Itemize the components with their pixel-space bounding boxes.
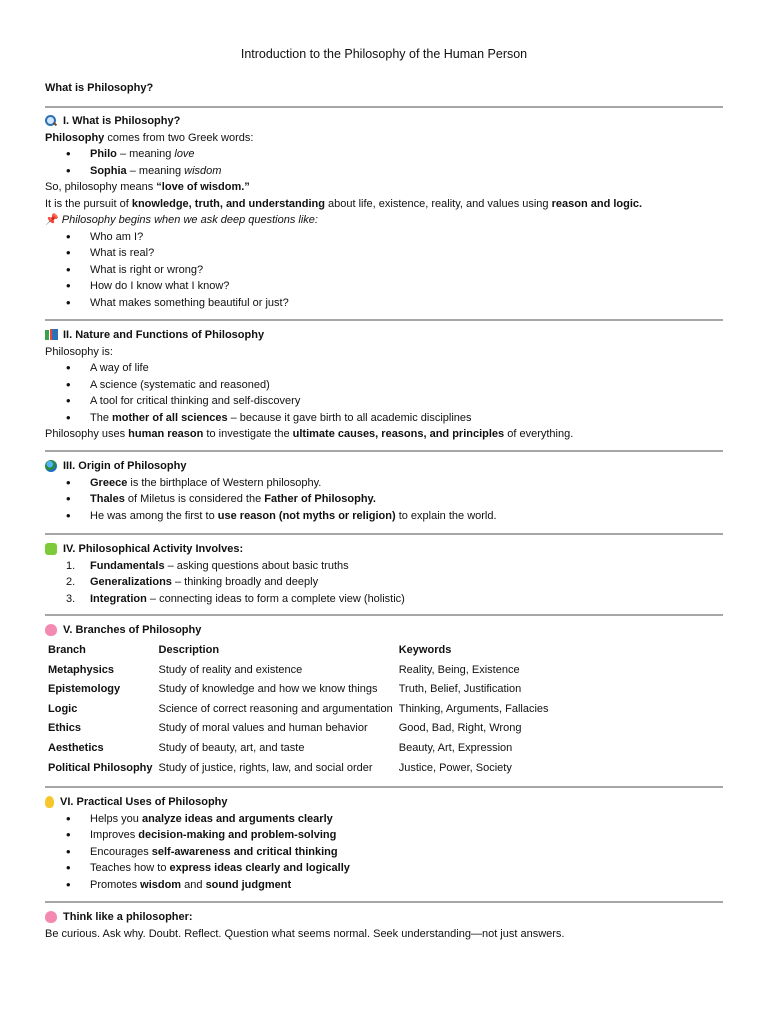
section-heading: [45, 541, 723, 558]
lightbulb-icon: [45, 796, 54, 808]
table-cell: Ethics: [48, 722, 82, 735]
section-nature-functions: [45, 319, 723, 443]
list-item: • A way of life: [45, 360, 723, 377]
table-cell: Political Philosophy: [48, 761, 153, 774]
section-philosophical-activity: [45, 533, 723, 607]
section-heading: [45, 327, 723, 344]
table-cell: Good, Bad, Right, Wrong: [398, 722, 522, 735]
section-think-like-philosopher: [45, 901, 723, 942]
table-row: [45, 699, 552, 719]
table-cell: Epistemology: [48, 683, 121, 696]
nature-list: [45, 360, 723, 426]
section-practical-uses: [45, 786, 723, 893]
table-cell: Aesthetics: [48, 742, 104, 755]
divider: [45, 533, 723, 535]
column-header: Keywords: [398, 644, 452, 657]
paragraph: Philosophy uses human reason to investigate the ultimate causes, reasons, and principles of everything.: [45, 428, 574, 440]
list-item: • Philo – meaning love: [45, 146, 723, 163]
table-cell: Truth, Belief, Justification: [398, 683, 522, 696]
list-item: • Improves decision-making and problem-solving: [45, 827, 723, 844]
table-cell: Study of moral values and human behavior: [158, 722, 368, 735]
table-row: [45, 738, 552, 758]
list-item: 3. Integration – connecting ideas to form a complete view (holistic): [66, 592, 405, 605]
table-row: [45, 680, 552, 700]
column-header: Branch: [48, 644, 86, 657]
section-heading-text: IV. Philosophical Activity Involves:: [63, 543, 244, 555]
list-item: • What is real?: [45, 245, 723, 262]
paragraph: 📌 Philosophy begins when we ask deep questions like:: [45, 214, 318, 226]
list-item: • Helps you analyze ideas and arguments clearly: [45, 811, 723, 828]
brain-icon: [45, 624, 57, 636]
section-heading-text: III. Origin of Philosophy: [63, 460, 187, 472]
list-item: • The mother of all sciences – because it gave birth to all academic disciplines: [45, 410, 723, 427]
section-heading-text: Think like a philosopher:: [63, 911, 193, 923]
table-cell: Study of knowledge and how we know things: [158, 683, 378, 696]
section-heading: [45, 909, 723, 926]
list-item: • Who am I?: [45, 229, 723, 246]
document-title: Introduction to the Philosophy of the Human Person: [240, 47, 528, 61]
list-item: • He was among the first to use reason (not myths or religion) to explain the world.: [45, 508, 723, 525]
list-item: 2. Generalizations – thinking broadly and deeply: [66, 576, 319, 588]
section-what-is-philosophy: [45, 106, 723, 311]
section-heading-text: VI. Practical Uses of Philosophy: [60, 796, 228, 808]
list-item: • Thales of Miletus is considered the Father of Philosophy.: [45, 491, 723, 508]
list-item: • What makes something beautiful or just?: [45, 295, 723, 312]
uses-list: [45, 811, 723, 894]
globe-icon: [45, 460, 57, 472]
puzzle-icon: [45, 543, 57, 555]
table-cell: Justice, Power, Society: [398, 761, 512, 774]
paragraph: Philosophy is:: [45, 345, 113, 358]
list-item: • Teaches how to express ideas clearly and logically: [45, 860, 723, 877]
table-cell: Thinking, Arguments, Fallacies: [398, 702, 549, 715]
table-row: [45, 758, 552, 778]
magnifier-icon: [45, 115, 57, 127]
paragraph: Be curious. Ask why. Doubt. Reflect. Question what seems normal. Seek understanding—not just answers.: [45, 927, 565, 940]
table-row: [45, 660, 552, 680]
table-cell: Science of correct reasoning and argumentation: [158, 702, 393, 715]
list-item: • Promotes wisdom and sound judgment: [45, 877, 723, 894]
section-heading-text: V. Branches of Philosophy: [63, 624, 202, 636]
section-heading: [45, 458, 723, 475]
paragraph: It is the pursuit of knowledge, truth, and understanding about life, existence, reality, and values using reason and logic.: [45, 197, 643, 210]
greek-words-list: [45, 146, 723, 179]
list-item: • Greece is the birthplace of Western philosophy.: [45, 475, 723, 492]
divider: [45, 106, 723, 108]
brain-icon: [45, 911, 57, 923]
table-cell: Study of beauty, art, and taste: [158, 742, 305, 755]
table-cell: Beauty, Art, Expression: [398, 742, 513, 755]
section-heading: [45, 794, 723, 811]
divider: [45, 450, 723, 452]
table-cell: Study of reality and existence: [158, 663, 303, 676]
divider: [45, 786, 723, 788]
list-item: • A tool for critical thinking and self-discovery: [45, 393, 723, 410]
table-cell: Study of justice, rights, law, and social order: [158, 761, 373, 774]
section-heading-text: II. Nature and Functions of Philosophy: [63, 329, 265, 341]
paragraph: Philosophy comes from two Greek words:: [45, 131, 254, 144]
list-item: • What is right or wrong?: [45, 262, 723, 279]
section-origin: [45, 450, 723, 524]
section-heading: [45, 622, 723, 639]
list-item: • Sophia – meaning wisdom: [45, 163, 723, 180]
origin-list: [45, 475, 723, 525]
divider: [45, 319, 723, 321]
branches-table: [45, 641, 552, 778]
books-icon: [45, 329, 57, 341]
pushpin-icon: 📌: [45, 214, 59, 226]
list-item: • Encourages self-awareness and critical thinking: [45, 844, 723, 861]
activity-list: [45, 558, 723, 608]
divider: [45, 614, 723, 616]
list-item: • How do I know what I know?: [45, 278, 723, 295]
table-cell: Metaphysics: [48, 663, 115, 676]
table-cell: Reality, Being, Existence: [398, 663, 520, 676]
list-item: • A science (systematic and reasoned): [45, 377, 723, 394]
questions-list: [45, 229, 723, 312]
table-row: [45, 719, 552, 739]
section-branches: [45, 614, 723, 778]
section-heading: [45, 113, 723, 130]
table-header-row: [45, 641, 552, 661]
list-item: 1. Fundamentals – asking questions about basic truths: [66, 559, 349, 572]
divider: [45, 901, 723, 903]
section-heading-text: I. What is Philosophy?: [63, 115, 181, 127]
top-heading: What is Philosophy?: [45, 82, 154, 94]
column-header: Description: [158, 644, 220, 657]
paragraph: So, philosophy means “love of wisdom.”: [45, 181, 250, 193]
table-cell: Logic: [48, 702, 78, 715]
